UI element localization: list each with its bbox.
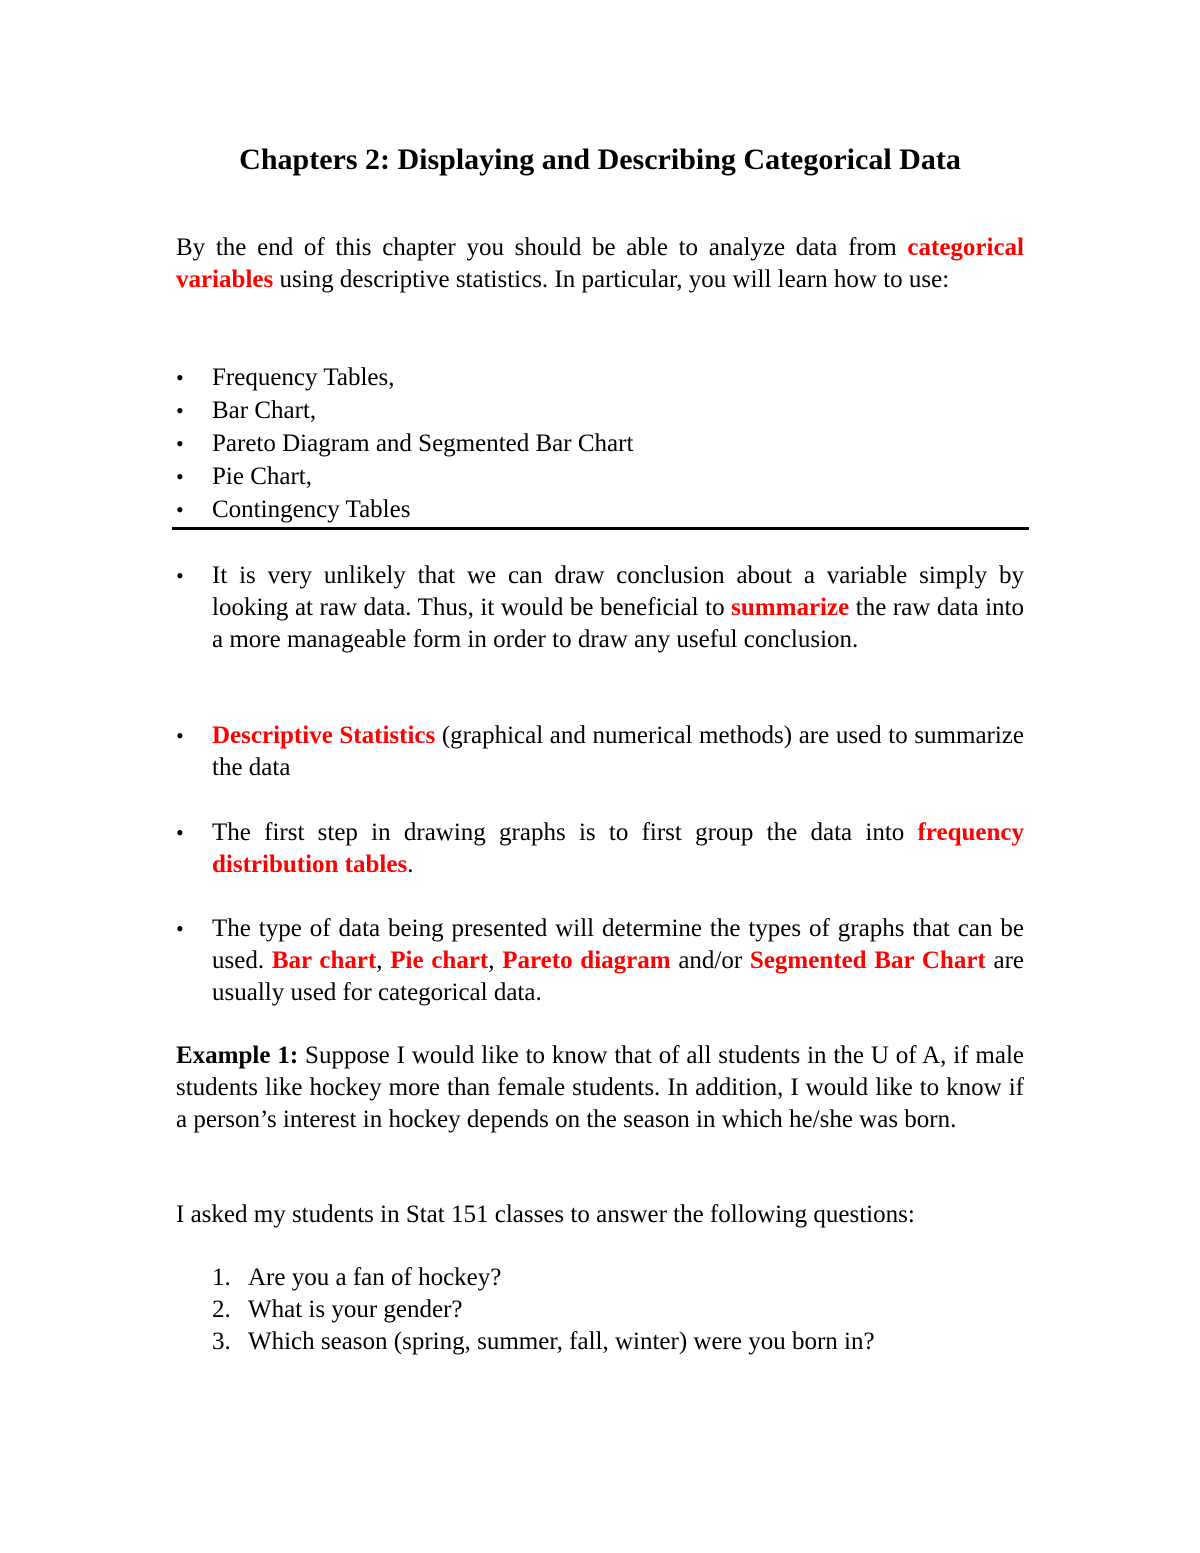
point-text: ,	[376, 947, 383, 974]
point-highlight: Descriptive Statistics	[212, 722, 436, 749]
question-text: Are you a fan of hockey?	[248, 1264, 502, 1291]
list-item	[212, 1262, 1012, 1294]
point-text: The first step in drawing graphs is to first group the data into	[212, 819, 905, 846]
list-item	[176, 427, 1026, 460]
intro-text-after: using descriptive statistics. In particular, you will learn how to use:	[279, 266, 950, 293]
list-item	[212, 1294, 1012, 1326]
questions-list	[212, 1262, 1012, 1358]
topic-label: Contingency Tables	[212, 496, 411, 523]
topic-label: Pareto Diagram and Segmented Bar Chart	[212, 430, 634, 457]
list-item	[176, 394, 1026, 427]
list-item	[176, 493, 1026, 526]
bullet-icon: •	[176, 820, 184, 845]
point-text: ,	[488, 947, 495, 974]
point-frequency-tables	[176, 817, 1024, 881]
list-item	[176, 361, 1026, 394]
point-highlight: Pie chart	[390, 947, 489, 974]
topics-list	[176, 361, 1026, 526]
bullet-icon: •	[176, 916, 184, 941]
question-number: 1.	[212, 1264, 231, 1291]
example-text: Suppose I would like to know that of all students in the U of A, if male students like hockey more than female students. In addition, I would like to know if a person’s interest in hockey depends on the season in which he/she was born.	[176, 1042, 1025, 1133]
point-highlight: Segmented Bar Chart	[749, 947, 986, 974]
question-number: 2.	[212, 1296, 231, 1323]
topic-label: Frequency Tables,	[212, 364, 395, 391]
point-text: are usually used for categorical data.	[212, 947, 1025, 1006]
survey-intro: I asked my students in Stat 151 classes to answer the following questions:	[176, 1201, 915, 1228]
point-text: It is very unlikely that we can draw conclusion about a variable simply by looking at raw data. Thus, it would be beneficial to	[212, 562, 1024, 621]
topic-label: Pie Chart,	[212, 463, 312, 490]
point-highlight: Pareto diagram	[502, 947, 671, 974]
point-graph-types	[176, 913, 1024, 1009]
question-text: What is your gender?	[248, 1296, 463, 1323]
bullet-icon: •	[176, 398, 184, 423]
intro-highlight: categorical variables	[176, 234, 1025, 293]
intro-text-before: By the end of this chapter you should be able to analyze data from	[176, 234, 897, 261]
question-text: Which season (spring, summer, fall, winter) were you born in?	[248, 1328, 875, 1355]
point-descriptive-statistics	[176, 720, 1024, 784]
question-number: 3.	[212, 1328, 231, 1355]
point-text: the raw data into a more manageable form in order to draw any useful conclusion.	[212, 594, 1024, 653]
example-label: Example 1:	[176, 1042, 299, 1069]
bullet-icon: •	[176, 497, 184, 522]
point-text: and/or	[678, 947, 743, 974]
intro-paragraph	[176, 232, 1024, 296]
point-text: The type of data being presented will determine the types of graphs that can be used.	[212, 915, 1024, 974]
bullet-icon: •	[176, 563, 184, 588]
point-highlight: Bar chart	[271, 947, 377, 974]
page-title: Chapters 2: Displaying and Describing Categorical Data	[239, 143, 961, 176]
bullet-icon: •	[176, 365, 184, 390]
bullet-icon: •	[176, 431, 184, 456]
point-raw-data	[176, 560, 1024, 656]
bullet-icon: •	[176, 723, 184, 748]
list-item	[176, 460, 1026, 493]
section-divider	[172, 527, 1029, 530]
point-highlight: summarize	[731, 594, 850, 621]
example-paragraph	[176, 1040, 1024, 1136]
point-text: (graphical and numerical methods) are used to summarize the data	[212, 722, 1024, 781]
list-item	[212, 1326, 1012, 1358]
bullet-icon: •	[176, 464, 184, 489]
topic-label: Bar Chart,	[212, 397, 317, 424]
point-highlight: frequency distribution tables	[212, 819, 1025, 878]
point-text: .	[407, 851, 414, 878]
